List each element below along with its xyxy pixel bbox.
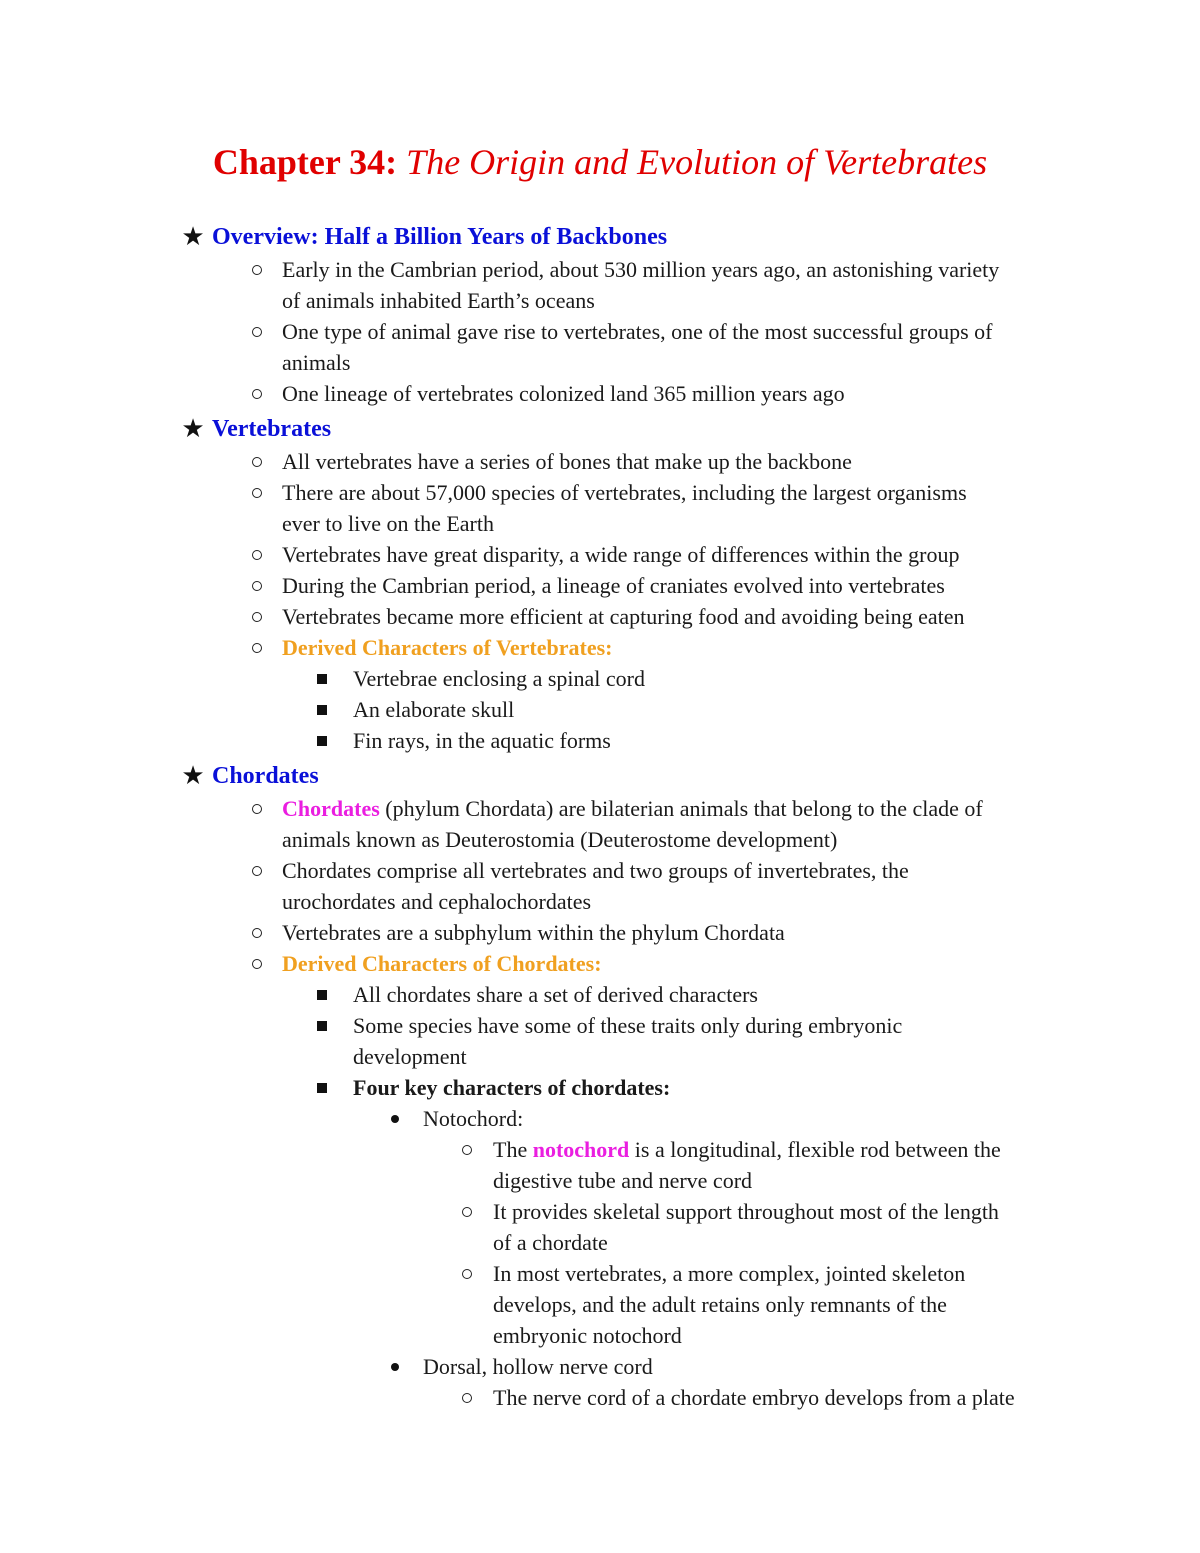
hollow-circle-bullet-icon	[462, 1145, 472, 1155]
hollow-circle-bullet-icon	[462, 1393, 472, 1403]
list-item-text: One lineage of vertebrates colonized land 365 million years ago	[282, 381, 845, 406]
square-bullet-icon	[317, 990, 327, 1000]
hollow-circle-bullet-icon	[252, 488, 262, 498]
list-item	[317, 1010, 1057, 1041]
list-item	[317, 694, 1057, 725]
hollow-circle-bullet-icon	[462, 1269, 472, 1279]
section-heading: Vertebrates	[212, 416, 332, 442]
list-item-text: develops, and the adult retains only remnants of the	[493, 1292, 947, 1317]
hollow-circle-bullet-icon	[252, 643, 262, 653]
list-item-text: animals known as Deuterostomia (Deuterostome development)	[282, 827, 838, 852]
hollow-circle-bullet-icon	[252, 550, 262, 560]
hollow-circle-bullet-icon	[252, 581, 262, 591]
filled-circle-bullet-icon	[391, 1115, 399, 1123]
list-item	[252, 632, 1072, 663]
list-item	[462, 1134, 1062, 1165]
list-item-text	[493, 1134, 1001, 1165]
star-bullet-icon: ★	[181, 222, 205, 251]
list-item-text: One type of animal gave rise to vertebrates, one of the most successful groups of	[282, 319, 993, 344]
list-item-continuation	[282, 347, 1042, 378]
list-item	[462, 1382, 1082, 1413]
square-bullet-icon	[317, 705, 327, 715]
list-item	[252, 539, 1072, 570]
list-item	[317, 979, 1057, 1010]
filled-circle-bullet-icon	[391, 1363, 399, 1371]
list-item	[317, 725, 1057, 756]
page-title	[0, 140, 1200, 184]
hollow-circle-bullet-icon	[252, 612, 262, 622]
chapter-number: Chapter 34:	[212, 142, 398, 182]
list-item-continuation	[282, 508, 1042, 539]
list-item-text: development	[353, 1044, 467, 1069]
subheading: Derived Characters of Chordates:	[282, 951, 602, 976]
hollow-circle-bullet-icon	[252, 389, 262, 399]
list-item	[252, 570, 1072, 601]
list-item-text: Early in the Cambrian period, about 530 million years ago, an astonishing variety	[282, 257, 1000, 282]
list-item-continuation	[282, 886, 1042, 917]
hollow-circle-bullet-icon	[252, 866, 262, 876]
list-item-text-rest: (phylum Chordata) are bilaterian animals that belong to the clade of	[379, 796, 983, 821]
star-bullet-icon: ★	[181, 761, 205, 790]
list-item	[252, 948, 1072, 979]
list-item-text: embryonic notochord	[493, 1323, 682, 1348]
list-item	[317, 1072, 1057, 1103]
list-item-text: All vertebrates have a series of bones that make up the backbone	[282, 449, 852, 474]
hollow-circle-bullet-icon	[252, 327, 262, 337]
hollow-circle-bullet-icon	[462, 1207, 472, 1217]
subheading: Derived Characters of Vertebrates:	[282, 635, 613, 660]
hollow-circle-bullet-icon	[252, 457, 262, 467]
hollow-circle-bullet-icon	[252, 265, 262, 275]
hollow-circle-bullet-icon	[252, 804, 262, 814]
term-highlight: notochord	[532, 1137, 630, 1162]
list-item-continuation	[493, 1289, 1063, 1320]
list-item-text: Fin rays, in the aquatic forms	[353, 728, 611, 753]
square-bullet-icon	[317, 674, 327, 684]
star-bullet-icon: ★	[181, 414, 205, 443]
section-vertebrates	[178, 412, 878, 446]
list-item-text: animals	[282, 350, 351, 375]
list-item	[252, 601, 1072, 632]
list-item-text: Some species have some of these traits only during embryonic	[353, 1013, 903, 1038]
list-item-text	[282, 793, 983, 824]
list-item	[252, 793, 1072, 824]
list-item	[252, 316, 1072, 347]
list-item-text: During the Cambrian period, a lineage of craniates evolved into vertebrates	[282, 573, 945, 598]
list-item-text: All chordates share a set of derived characters	[353, 982, 758, 1007]
list-item-continuation	[282, 824, 1042, 855]
list-item-text: of animals inhabited Earth’s oceans	[282, 288, 595, 313]
list-item-continuation	[282, 285, 1042, 316]
list-item-text: urochordates and cephalochordates	[282, 889, 592, 914]
list-item-continuation	[493, 1320, 1063, 1351]
list-item	[462, 1196, 1062, 1227]
list-item-text: Vertebrates have great disparity, a wide range of differences within the group	[282, 542, 960, 567]
list-item-text: ever to live on the Earth	[282, 511, 494, 536]
section-overview	[178, 220, 878, 254]
list-item	[317, 663, 1057, 694]
list-item-text: Vertebrae enclosing a spinal cord	[353, 666, 645, 691]
list-item	[252, 378, 1072, 409]
list-item	[252, 917, 1072, 948]
square-bullet-icon	[317, 736, 327, 746]
list-item	[252, 477, 1072, 508]
list-item-text: An elaborate skull	[353, 697, 515, 722]
list-item	[252, 855, 1072, 886]
hollow-circle-bullet-icon	[252, 959, 262, 969]
list-item-continuation	[493, 1227, 1063, 1258]
list-item-continuation	[353, 1041, 1053, 1072]
square-bullet-icon	[317, 1083, 327, 1093]
hollow-circle-bullet-icon	[252, 928, 262, 938]
list-item-text-rest: is a longitudinal, flexible rod between the	[629, 1137, 1001, 1162]
list-item	[391, 1103, 1071, 1134]
list-item-text: Vertebrates are a subphylum within the phylum Chordata	[282, 920, 785, 945]
list-item	[252, 446, 1072, 477]
list-item-text: In most vertebrates, a more complex, jointed skeleton	[493, 1261, 966, 1286]
section-chordates	[178, 759, 878, 793]
list-item	[462, 1258, 1062, 1289]
square-bullet-icon	[317, 1021, 327, 1031]
list-item-continuation	[493, 1165, 1063, 1196]
list-item-text-prefix: The	[493, 1137, 533, 1162]
list-item-text: Four key characters of chordates:	[353, 1075, 671, 1100]
section-heading: Overview: Half a Billion Years of Backbones	[212, 224, 668, 250]
list-item-text: Notochord:	[423, 1106, 524, 1131]
list-item-text: of a chordate	[493, 1230, 608, 1255]
list-item-text: It provides skeletal support throughout most of the length	[493, 1199, 999, 1224]
list-item-text: Vertebrates became more efficient at capturing food and avoiding being eaten	[282, 604, 965, 629]
list-item-text: There are about 57,000 species of vertebrates, including the largest organisms	[282, 480, 967, 505]
list-item-text: The nerve cord of a chordate embryo develops from a plate	[493, 1385, 1015, 1410]
chapter-title: The Origin and Evolution of Vertebrates	[406, 142, 988, 182]
list-item-text: digestive tube and nerve cord	[493, 1168, 753, 1193]
term-highlight: Chordates	[282, 796, 380, 821]
list-item-text: Dorsal, hollow nerve cord	[423, 1354, 653, 1379]
section-heading: Chordates	[212, 763, 319, 789]
list-item	[391, 1351, 1071, 1382]
list-item	[252, 254, 1072, 285]
list-item-text: Chordates comprise all vertebrates and two groups of invertebrates, the	[282, 858, 909, 883]
